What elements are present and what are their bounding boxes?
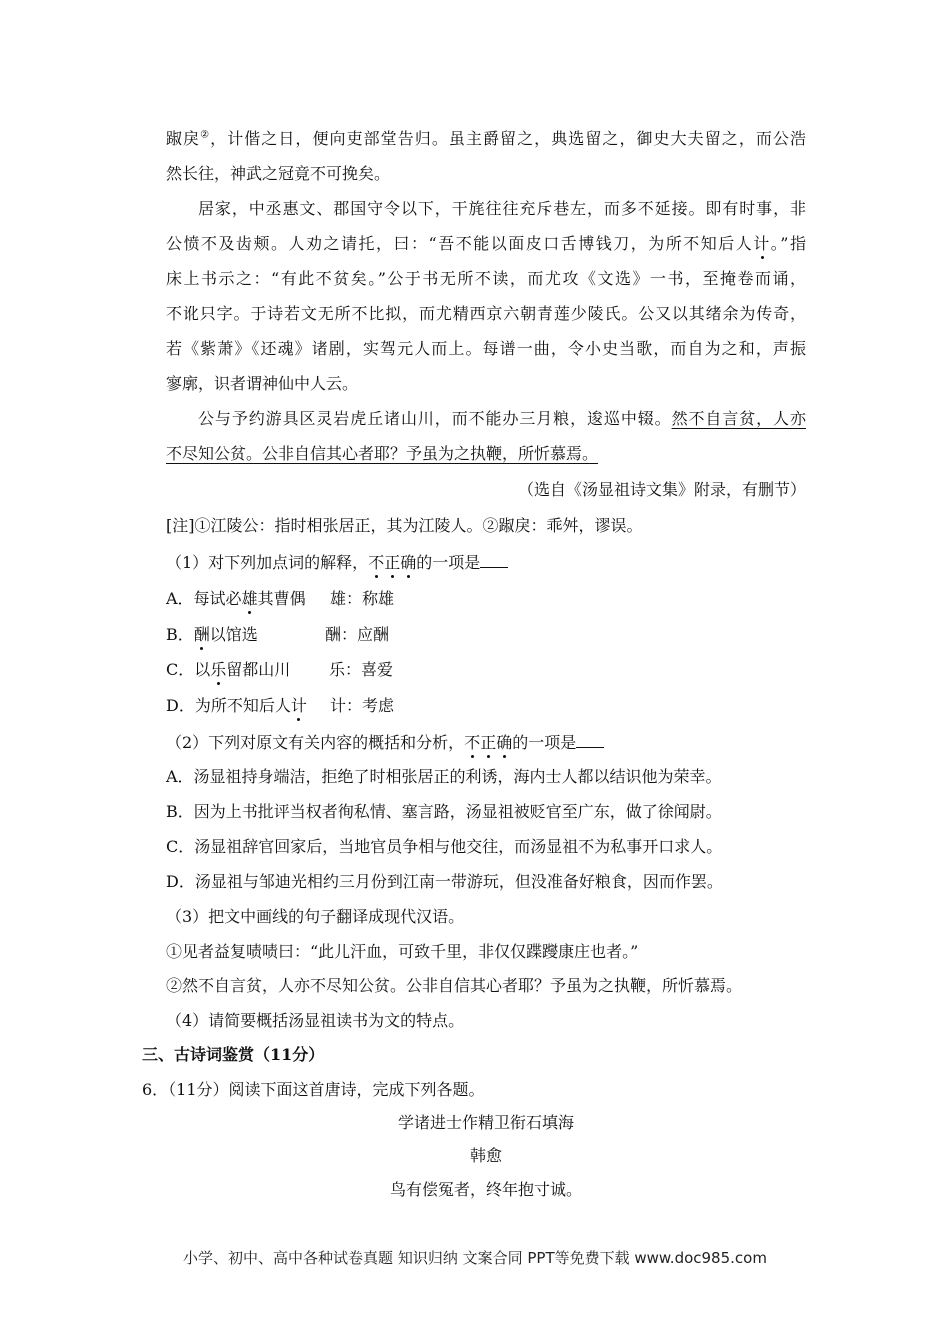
q1-option-a-gloss: 雄：称雄 xyxy=(330,589,395,608)
answer-blank[interactable] xyxy=(576,732,604,748)
q1-option-c-gloss: 乐：喜爱 xyxy=(329,660,394,679)
passage-line: 然长往，神武之冠竟不可挽矣。 xyxy=(166,164,391,183)
answer-blank[interactable] xyxy=(480,552,508,568)
q3-sentence-1: ①见者益复啧啧曰：“此儿汗血，可致千里，非仅仅蹀躞康庄也者。” xyxy=(166,942,639,961)
q2-option-b[interactable]: B．因为上书批评当权者徇私情、塞言路，汤显祖被贬官至广东，做了徐闻尉。 xyxy=(166,802,722,821)
q1-option-b[interactable]: B．酬以馆选 xyxy=(166,625,258,644)
passage-line: 公愤不及齿颊。人劝之请托，曰：“吾不能以面皮口舌博钱刀，为所不知后人计。”指 xyxy=(166,234,806,253)
q3-sentence-2: ②然不自言贫，人亦不尽知公贫。公非自信其心者耶？予虽为之执鞭，所忻慕焉。 xyxy=(166,976,743,995)
underlined-sentence: 不尽知公贫。公非自信其心者耶？予虽为之执鞭，所忻慕焉。 xyxy=(166,444,599,463)
source-citation: （选自《汤显祖诗文集》附录，有删节） xyxy=(517,480,806,499)
dotted-char: 计 xyxy=(753,234,771,253)
annotation-note: [注]①江陵公：指时相张居正，其为江陵人。②踧戾：乖舛，谬误。 xyxy=(166,516,643,535)
q2-option-c[interactable]: C．汤显祖辞官回家后，当地官员争相与他交往，而汤显祖不为私事开口求人。 xyxy=(166,837,723,856)
poem-line: 鸟有偿冤者，终年抱寸诚。 xyxy=(389,1180,582,1199)
question-3-stem: （3）把文中画线的句子翻译成现代汉语。 xyxy=(166,907,465,926)
passage-line: 踧戾②，计偕之日，便向吏部堂告归。虽主爵留之，典选留之，御史大夫留之，而公浩 xyxy=(166,129,806,148)
section-heading: 三、古诗词鉴赏（11分） xyxy=(142,1045,325,1064)
passage-line: 居家，中丞惠文、郡国守令以下，干旄往往充斥巷左，而多不延接。即有时事，非 xyxy=(198,199,806,218)
passage-line: 床上书示之：“有此不贫矣。”公于书无所不读，而尤攻《文选》一书，至掩卷而诵， xyxy=(166,269,806,288)
q2-option-a[interactable]: A．汤显祖持身端洁，拒绝了时相张居正的利诱，海内士人都以结识他为荣幸。 xyxy=(166,767,722,786)
underlined-sentence: 然不自言贫，人亦 xyxy=(671,409,806,428)
question-6-stem: 6．（11分）阅读下面这首唐诗，完成下列各题。 xyxy=(142,1080,485,1099)
note-marker: ② xyxy=(200,129,211,141)
q1-option-a[interactable]: A．每试必雄其曹偶 xyxy=(166,589,306,608)
passage-line xyxy=(166,444,598,464)
passage-line: 公与予约游具区灵岩虎丘诸山川，而不能办三月粮，逡巡中辍。然不自言贫，人亦 xyxy=(198,409,806,428)
q1-option-d-gloss: 计：考虑 xyxy=(330,696,395,715)
q2-option-d[interactable]: D．汤显祖与邹迪光相约三月份到江南一带游玩，但没准备好粮食，因而作罢。 xyxy=(166,872,723,891)
poem-author: 韩愈 xyxy=(469,1146,502,1165)
passage-line: 不讹只字。于诗若文无所不比拟，而尤精西京六朝青莲少陵氏。公又以其绪余为传奇， xyxy=(166,304,806,323)
poem-title: 学诸进士作精卫衔石填海 xyxy=(397,1113,574,1132)
question-2-stem: （2）下列对原文有关内容的概括和分析，不正确的一项是 xyxy=(166,732,604,753)
q1-option-d[interactable]: D．为所不知后人计 xyxy=(166,696,307,715)
passage-line: 寥廓，识者谓神仙中人云。 xyxy=(166,374,359,393)
passage-line: 若《紫萧》《还魂》诸剧，实驾元人而上。每谱一曲，令小史当歌，而自为之和，声振 xyxy=(166,339,806,358)
q1-option-b-gloss: 酬：应酬 xyxy=(325,625,390,644)
question-1-stem: （1）对下列加点词的解释，不正确的一项是 xyxy=(166,552,508,573)
question-4-stem: （4）请简要概括汤显祖读书为文的特点。 xyxy=(166,1011,465,1030)
page-footer: 小学、初中、高中各种试卷真题 知识归纳 文案合同 PPT等免费下载 www.doc985.com xyxy=(183,1249,767,1267)
q1-option-c[interactable]: C．以乐留都山川 xyxy=(166,660,291,679)
